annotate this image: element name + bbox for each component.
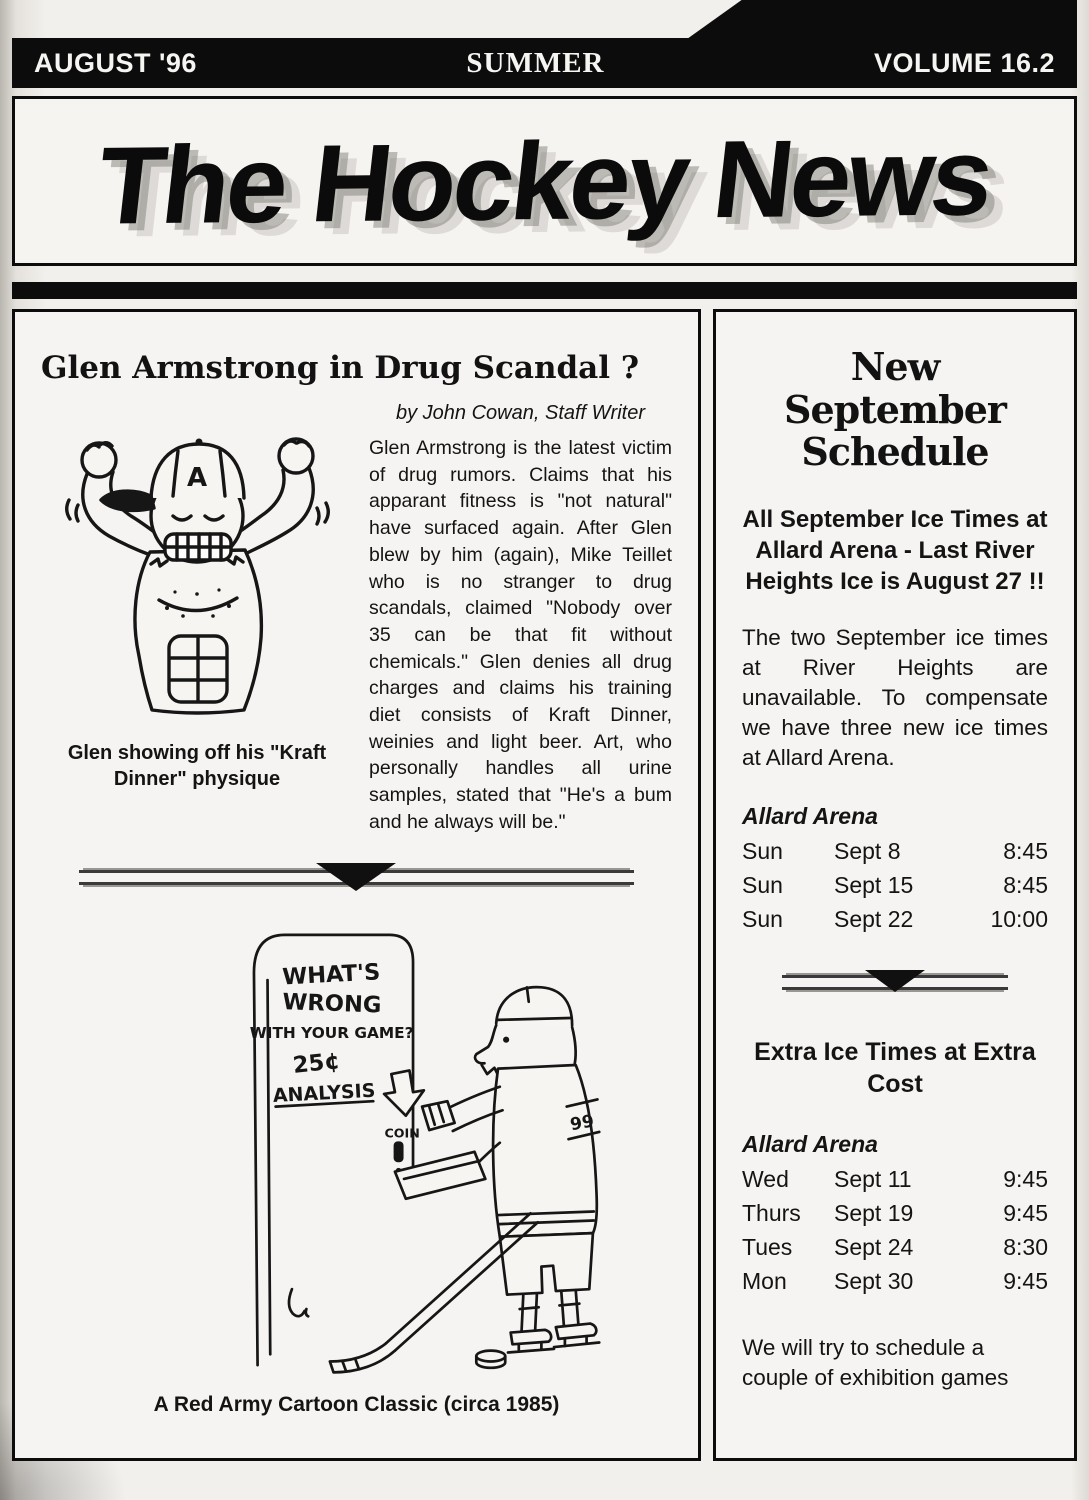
scan-corner-artifact: [687, 0, 1077, 39]
sign-line-5: ANALYSIS: [271, 1079, 376, 1107]
jersey-number: 99: [568, 1111, 596, 1135]
sign-line-3: WITH YOUR GAME?: [249, 1023, 414, 1042]
section-divider: [782, 975, 1008, 990]
ice-day: Wed: [742, 1165, 789, 1192]
ice-time: 8:45: [1003, 871, 1048, 898]
arena-name: Allard Arena: [742, 1130, 878, 1157]
ice-date: Sept 22: [834, 905, 914, 932]
ice-date: Sept 11: [834, 1165, 912, 1192]
extra-ice-heading: Extra Ice Times at Extra Cost: [754, 1037, 1036, 1099]
masthead: [12, 96, 1077, 266]
september-time-table: [742, 838, 1048, 933]
divider-bar: [12, 282, 1077, 299]
ice-time: 10:00: [990, 905, 1048, 932]
ice-date: Sept 8: [834, 837, 901, 864]
ice-day: Sun: [742, 837, 783, 864]
schedule-heading: [742, 346, 1048, 474]
ice-date: Sept 30: [834, 1267, 914, 1294]
ice-day: Sun: [742, 905, 783, 932]
sign-line-4: 25¢: [291, 1047, 341, 1079]
article-body: Glen Armstrong is the latest victim of drug rumors. Claims that his apparant fitness is "not natural" have surfaced again. After Glen blew by him (again), Mike Teillet who is no stranger to drug scandals, claimed "Nobody over 35 can be that fit without chemicals." Glen denies all drug charges and claims his training diet consists of Kraft Dinner, weinies and light beer. Art, who personally handles all urine samples, stated that "He's a bum and he always will be.": [369, 437, 672, 833]
sign-line-2: WRONG: [281, 988, 382, 1019]
arena-name: Allard Arena: [742, 802, 878, 829]
section-divider: [79, 870, 634, 885]
article-text-column: [369, 388, 672, 836]
article-panel: [12, 309, 701, 1461]
ice-time: 9:45: [1003, 1199, 1048, 1226]
schedule-heading-line1: New September: [784, 344, 1006, 432]
schedule-panel: [713, 309, 1077, 1461]
article-figure: [47, 404, 347, 836]
ice-time: 8:45: [1003, 837, 1048, 864]
content-columns: [12, 309, 1077, 1461]
schedule-heading-line2: Schedule: [801, 429, 989, 475]
ice-day: Tues: [742, 1233, 793, 1260]
season-label: SUMMER: [466, 46, 605, 79]
issue-date-label: AUGUST '96: [34, 47, 197, 78]
down-arrow-icon: [865, 970, 925, 992]
coin-label: COIN: [384, 1124, 420, 1140]
extra-time-table: [742, 1166, 1048, 1295]
ice-date: Sept 24: [834, 1233, 914, 1260]
cartoon-caption: A Red Army Cartoon Classic (circa 1985): [153, 1392, 560, 1416]
article-byline: by John Cowan, Staff Writer: [396, 402, 645, 424]
top-banner: [12, 38, 1077, 88]
cap-letter: A: [186, 463, 208, 493]
ice-time: 8:30: [1003, 1233, 1048, 1260]
newsletter-header: [0, 0, 1089, 299]
hockey-player-cartoon: [87, 915, 627, 1385]
ice-date: Sept 15: [834, 871, 914, 898]
ice-time: 9:45: [1003, 1267, 1048, 1294]
ice-day: Sun: [742, 871, 783, 898]
ice-time: 9:45: [1003, 1165, 1048, 1192]
ice-date: Sept 19: [834, 1199, 914, 1226]
sign-line-1: WHAT'S: [281, 958, 381, 990]
schedule-intro: The two September ice times at River Heights are unavailable. To compensate we have three new ice times at Allard Arena.: [742, 625, 1048, 770]
volume-label: VOLUME 16.2: [873, 47, 1055, 78]
ice-day: Mon: [742, 1267, 787, 1294]
newsletter-title: The Hockey News: [91, 114, 998, 248]
down-arrow-icon: [316, 863, 396, 891]
article-layout: [41, 388, 672, 836]
photo-caption: Glen showing off his "Kraft Dinner" physique: [67, 742, 327, 790]
flexing-man-cartoon: [47, 404, 347, 724]
cartoon-figure: [41, 915, 672, 1385]
article-title: Glen Armstrong in Drug Scandal ?: [41, 350, 639, 386]
schedule-footer-note: We will try to schedule a couple of exhibition games: [742, 1334, 1009, 1391]
schedule-subhead: All September Ice Times at Allard Arena - Last River Heights Ice is August 27 !!: [742, 505, 1048, 596]
ice-day: Thurs: [742, 1199, 801, 1226]
